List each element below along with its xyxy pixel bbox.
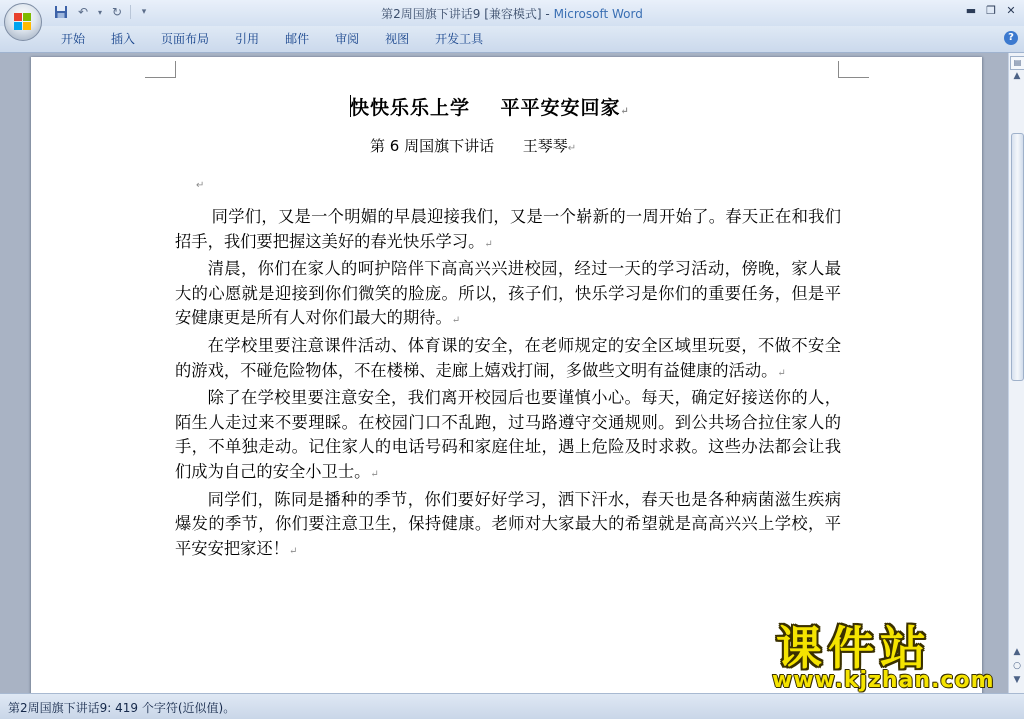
body-paragraph-text: 同学们，陈同是播种的季节，你们要好好学习，洒下汗水，春天也是各种病菌滋生疾病爆发的季节，你们要注意卫生，保持健康。老师对大家最大的希望就是高高兴兴上学校，平平安安把家还！ [175,489,841,558]
title-bar [0,0,1024,27]
body-paragraph-text: 在学校里要注意课件活动、体育课的安全，在老师规定的安全区域里玩耍，不做不安全的游戏，不碰危险物体，不在楼梯、走廊上嬉戏打闹，多做些文明有益健康的活动。 [175,335,841,380]
dropdown-icon[interactable]: ▾ [97,7,102,17]
document-area[interactable] [0,53,1008,693]
paragraph-mark: ↵ [777,367,786,379]
customize-qat-icon[interactable]: ▾ [141,7,147,17]
body-paragraph[interactable] [175,257,841,334]
body-paragraph[interactable] [175,205,841,257]
vertical-scrollbar[interactable] [1008,53,1024,693]
paragraph-mark: ↵ [288,545,298,557]
empty-paragraph[interactable] [196,177,204,191]
paragraph-mark: ↵ [620,106,630,117]
ribbon-tabs [48,31,496,47]
body-paragraph[interactable] [175,488,841,565]
select-browse-object-icon[interactable]: ○ [1013,661,1021,671]
undo-icon[interactable]: ↶ [77,5,89,19]
document-subtitle-text: 第 6 周国旗下讲话 王琴琴 [370,137,568,155]
window-title [0,5,1024,22]
scrollbar-thumb[interactable] [1011,133,1024,381]
redo-icon[interactable]: ↻ [111,5,123,19]
document-title-text: 快快乐乐上学 平平安安回家 [350,97,621,119]
tab-mailings[interactable]: 邮件 [285,32,310,46]
previous-page-icon[interactable]: ▲ [1013,647,1021,657]
tab-review[interactable]: 审阅 [335,32,360,46]
paragraph-mark: ↵ [370,468,379,480]
body-paragraph-text: 同学们，又是一个明媚的早晨迎接我们，又是一个崭新的一周开始了。春天正在和我们招手，我们要把握这美好的春光快乐学习。 [175,207,841,251]
tab-references[interactable]: 引用 [235,32,260,46]
window-title-document: 第2周国旗下讲话9 [兼容模式] [381,7,542,21]
document-page[interactable] [31,57,982,693]
body-paragraph-text: 清晨，你们在家人的呵护陪伴下高高兴兴进校园，经过一天的学习活动，傍晚，家人最大的心愿就是迎接到你们微笑的脸庞。所以，孩子们，快乐学习是你们的重要任务，但是平安健康更是所有人对你们最大的期待。 [175,259,841,328]
body-paragraph-text: 除了在学校里要注意安全，我们离开校园后也要谨慎小心。每天，确定好接送你的人，陌生人走过来不要理睬。在校园门口不乱跑，过马路遵守交通规则。到公共场合拉住家人的手，不单独走动。记住家人的电话号码和家庭住址，遇上危险及时求救。这些办法都会让我们成为自己的安全小卫士。 [175,388,841,481]
status-word-count[interactable]: 第2周国旗下讲话9: 419 个字符(近似值)。 [8,701,236,715]
help-icon[interactable]: ? [1004,31,1018,45]
paragraph-mark: ↵ [567,143,577,154]
tab-insert[interactable]: 插入 [111,32,136,46]
watermark-chinese-text: 课件站 [776,621,932,675]
body-paragraph[interactable] [175,334,841,386]
minimize-icon[interactable]: ▬ [965,3,977,17]
next-page-icon[interactable]: ▼ [1013,675,1021,685]
window-title-app: Microsoft Word [553,7,643,21]
scroll-up-arrow-icon[interactable]: ▲ [1013,71,1021,81]
tab-developer[interactable]: 开发工具 [435,32,484,46]
tab-page-layout[interactable]: 页面布局 [161,32,210,46]
crop-mark-top-right [838,61,869,78]
watermark-url: www.kjzhan.com [772,668,995,693]
office-button[interactable] [4,3,42,41]
close-icon[interactable]: ✕ [1006,3,1016,17]
body-paragraph[interactable] [175,386,841,487]
document-subtitle[interactable] [370,135,576,156]
ruler-toggle-icon[interactable]: ▤ [1010,56,1024,70]
tab-view[interactable]: 视图 [385,32,410,46]
status-bar [0,693,1024,719]
paragraph-mark: ↵ [484,238,493,250]
restore-icon[interactable]: ❐ [986,3,996,17]
watermark-logo [770,612,1010,694]
paragraph-mark: ↵ [196,180,205,191]
document-body[interactable] [175,205,841,564]
window-title-separator: - [541,7,554,21]
paragraph-mark: ↵ [451,315,461,327]
document-title[interactable] [350,93,630,120]
tab-home[interactable]: 开始 [61,32,86,46]
office-logo-icon [14,13,32,31]
crop-mark-top-left [145,61,176,78]
window-controls [962,2,1020,18]
ribbon-tab-bar [0,26,1024,53]
